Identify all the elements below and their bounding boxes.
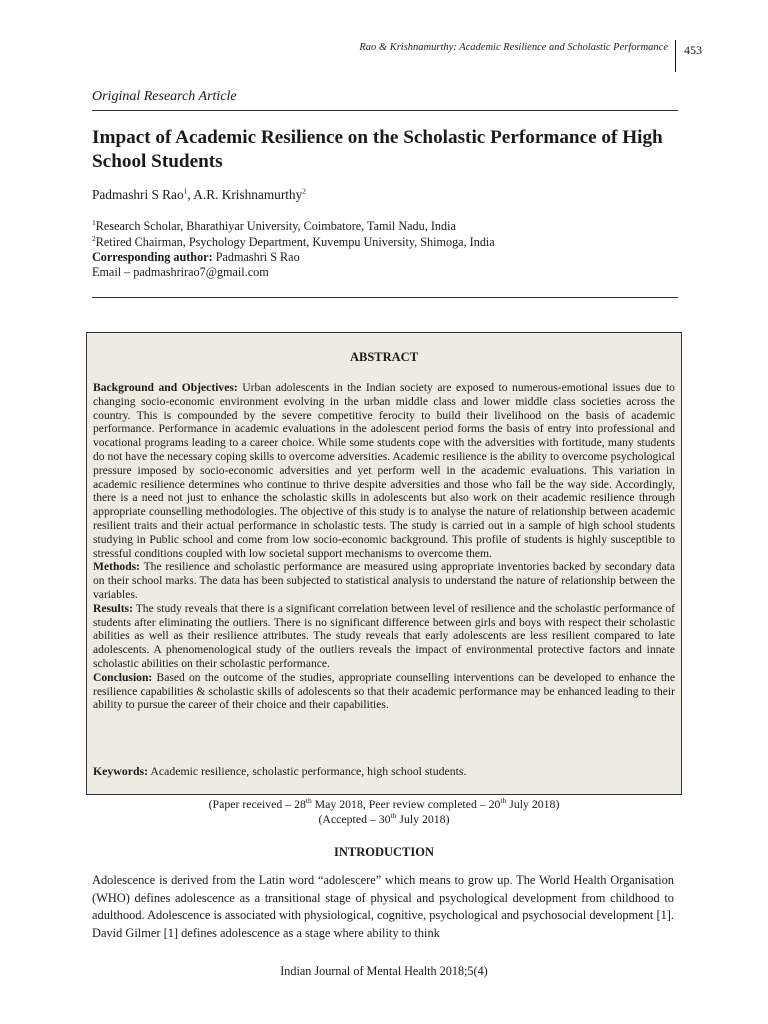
affiliation-2-sup: 2 bbox=[92, 233, 96, 243]
received-c: July 2018) bbox=[506, 797, 560, 811]
abstract-results bbox=[93, 602, 675, 671]
methods-label: Methods: bbox=[93, 560, 141, 574]
mid-rule bbox=[92, 297, 678, 298]
author-2: A.R. Krishnamurthy bbox=[193, 187, 303, 202]
abstract-conclusion bbox=[93, 671, 675, 712]
received-dates bbox=[86, 797, 682, 812]
corresponding-author-name: Padmashri S Rao bbox=[212, 250, 300, 264]
running-head: Rao & Krishnamurthy: Academic Resilience and Scholastic Performance bbox=[359, 42, 668, 53]
abstract-background bbox=[93, 381, 675, 560]
results-label: Results: bbox=[93, 601, 133, 615]
author-1: Padmashri S Rao bbox=[92, 187, 184, 202]
background-label: Background and Objectives: bbox=[93, 381, 238, 394]
page-number: 453 bbox=[684, 43, 702, 57]
introduction-text: Adolescence is derived from the Latin word “adolescere” which means to grow up. The World Health Organisation (WHO) defines adolescence as a transitional stage of physical and psychological development from childhood to adulthood. Adolescence is associated with physiological, cognitive, psychological and psychosocial development [1]. David Gilmer [1] defines adolescence as a stage where ability to think bbox=[92, 873, 674, 940]
author-line bbox=[92, 187, 306, 203]
keywords bbox=[93, 764, 675, 779]
accepted-date bbox=[86, 812, 682, 827]
article-title: Impact of Academic Resilience on the Scholastic Performance of High School Students bbox=[92, 127, 663, 172]
abstract-methods bbox=[93, 560, 675, 601]
keywords-label: Keywords: bbox=[93, 764, 149, 778]
affiliation-1-text: Research Scholar, Bharathiyar University, Coimbatore, Tamil Nadu, India bbox=[95, 219, 456, 233]
conclusion-text: Based on the outcome of the studies, appropriate counselling interventions can be developed to enhance the resilience capabilities & scholastic skills of adolescents so that their academic performance may be enhanced leading to their ability to pursue the career of their choice and their capabilities. bbox=[93, 670, 675, 712]
affiliation-1 bbox=[92, 219, 456, 234]
conclusion-label: Conclusion: bbox=[93, 670, 153, 684]
background-text: Urban adolescents in the Indian society are exposed to numerous-emotional issues due to changing socio-economic environment evolving in the urban middle class and lower middle class societies across the country. This is compounded by the severe competitive ferocity to build their livelihood on the basis of academic performance. Performance in academic evaluations in the adolescent period forms the basis of entry into professional and vocational programs leading to a career choice. While some students cope with the adversities with fortitude, many students do not have the necessary coping skills to overcome adversities. Academic resilience is the ability to overcome psychological pressure imposed by socio-economic adversities and yet perform well in the academic evaluations. This variation in academic resilience determines who continue to thrive despite adversities and those who fall be the way side. Accordingly, there is a need not just to enhance the scholastic skills in adolescents but also work on their academic resilience through appropriate counselling methodologies. The objective of this study is to analyse the nature of relationship between academic resilient traits and their actual performance in scholastic tests. The study is carried out in a sample of high school students studying in Public school and come from low socio-economic background. This profile of students is highly susceptible to stressful conditions coupled with low societal support mechanisms to overcome them. bbox=[93, 381, 675, 560]
affiliation-2-text: Retired Chairman, Psychology Department, Kuvempu University, Shimoga, India bbox=[95, 235, 495, 249]
abstract-body bbox=[93, 381, 675, 712]
top-rule bbox=[92, 110, 678, 111]
accepted-sup: th bbox=[390, 811, 397, 821]
keywords-text: Academic resilience, scholastic performance, high school students. bbox=[148, 764, 467, 778]
journal-footer: Indian Journal of Mental Health 2018;5(4) bbox=[280, 964, 488, 978]
accepted-a: (Accepted – 30 bbox=[318, 812, 391, 826]
results-text: The study reveals that there is a significant correlation between level of resilience and the scholastic performance of students after eliminating the outliers. There is no significant difference between girls and boys with respect their scholastic abilities as well as their resilience attributes. The study reveals that early adolescents are less resilient compared to late adolescents. A phenomenological study of the outliers reveals the impact of environmental protective factors and innate scholastic abilities on their scholastic performance. bbox=[93, 601, 675, 670]
accepted-b: July 2018) bbox=[396, 812, 450, 826]
abstract-heading: ABSTRACT bbox=[349, 350, 419, 364]
review-sup: th bbox=[500, 796, 507, 806]
received-b: May 2018, Peer review completed – 20 bbox=[311, 797, 501, 811]
author-separator: , bbox=[187, 187, 194, 202]
received-a: (Paper received – 28 bbox=[208, 797, 306, 811]
article-type: Original Research Article bbox=[92, 89, 237, 104]
author-2-sup: 2 bbox=[302, 186, 306, 196]
affiliation-2 bbox=[92, 235, 495, 250]
methods-text: The resilience and scholastic performance are measured using appropriate inventories backed by secondary data on their school marks. The data has been subjected to statistical analysis to understand the nature of relationship between the variables. bbox=[93, 560, 675, 601]
email-line: Email – padmashrirao7@gmail.com bbox=[92, 265, 269, 279]
introduction-heading: INTRODUCTION bbox=[333, 845, 434, 859]
header-divider bbox=[675, 40, 676, 72]
corresponding-author-label: Corresponding author: bbox=[92, 250, 213, 264]
received-sup: th bbox=[305, 796, 312, 806]
corresponding-author bbox=[92, 250, 300, 265]
affiliation-1-sup: 1 bbox=[92, 217, 96, 227]
author-1-sup: 1 bbox=[183, 186, 188, 196]
